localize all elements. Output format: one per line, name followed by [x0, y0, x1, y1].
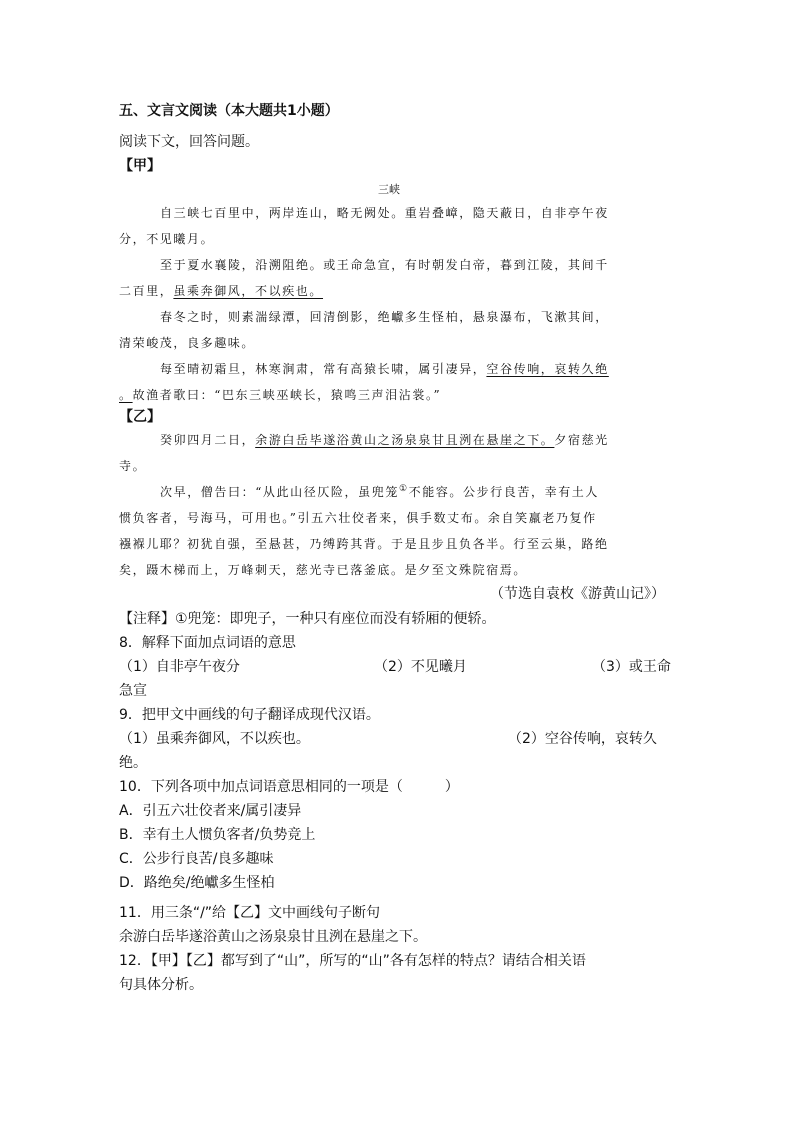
passage-text: 二百里，: [119, 284, 174, 298]
passage-text: 每至晴初霜旦，林寒涧肃，常有高猿长啸，属引凄异，: [160, 362, 487, 376]
passage-line: 自三峡七百里中，两岸连山，略无阙处。重岩叠嶂，隐天蔽日，自非亭午夜: [160, 206, 609, 220]
annotation-note: 【注释】①兜笼：即兜子，一种只有座位而没有轿厢的便轿。: [119, 611, 496, 627]
passage-jia-title: 三峡: [378, 183, 400, 196]
underlined-sentence-end: 。: [119, 388, 133, 402]
passage-line: 矣，蹑木梯而上，万峰刺天，慈光寺已落釜底。是夕至文殊院宿焉。: [119, 563, 528, 577]
footnote-mark: ①: [398, 484, 409, 494]
question-9-stem: 9．把甲文中画线的句子翻译成现代汉语。: [119, 707, 380, 723]
question-9-item-1: （1）虽乘奔御风，不以疾也。: [119, 731, 310, 747]
underlined-sentence: 空谷传响，哀转久绝: [486, 362, 609, 376]
passage-text: 夕宿慈光: [554, 433, 609, 447]
passage-line: [119, 386, 441, 403]
passage-line: [160, 431, 609, 448]
passage-text: 次早，僧告曰：“从此山径仄险，虽兜笼: [160, 485, 399, 499]
question-11-stem: 11．用三条“/”给【乙】文中画线句子断句: [119, 905, 381, 921]
passage-line: 襁褓儿耶？初犹自强，至悬甚，乃缚跨其背。于是且步且负各半。行至云巢，路绝: [119, 537, 609, 551]
question-8-item-3: （3）或王命: [592, 659, 671, 675]
question-12-stem: 12．【甲】【乙】都写到了“山”，所写的“山”各有怎样的特点？请结合相关语: [119, 953, 586, 969]
option-d: D．路绝矣/绝巘多生怪柏: [119, 875, 275, 891]
question-9-item-2-cont: 绝。: [119, 755, 147, 771]
passage-line: 寺。: [119, 459, 147, 473]
option-c: C．公步行良苦/良多趣味: [119, 851, 274, 867]
passage-line: 春冬之时，则素湍绿潭，回清倒影，绝巘多生怪柏，悬泉瀑布，飞漱其间，: [160, 310, 609, 324]
passage-line: 惯负客者，号海马，可用也。”引五六壮佼者来，俱手数丈布。余自笑羸老乃复作: [119, 511, 597, 525]
question-9-item-2: （2）空谷传响，哀转久: [508, 731, 657, 747]
passage-text: 不能容。公步行良苦，幸有土人: [408, 485, 600, 499]
passage-line: 清荣峻茂，良多趣味。: [119, 336, 256, 350]
passage-line: 至于夏水襄陵，沿溯阻绝。或王命急宣，有时朝发白帝，暮到江陵，其间千: [160, 258, 609, 272]
question-8-stem: 8．解释下面加点词语的意思: [119, 635, 296, 651]
passage-line: [160, 483, 599, 500]
question-8-item-2: （2）不见曦月: [374, 659, 467, 675]
passage-line: [119, 282, 323, 299]
option-a: A．引五六壮佼者来/属引凄异: [119, 803, 302, 819]
passage-source: （节选自袁枚《游黄山记》）: [490, 586, 665, 602]
passage-line: 分，不见曦月。: [119, 232, 215, 246]
question-12-cont: 句具体分析。: [119, 977, 203, 993]
question-8-item-3-cont: 急宣: [119, 683, 147, 699]
passage-line: [160, 360, 609, 377]
section-title: 五、文言文阅读（本大题共1小题）: [119, 103, 339, 119]
question-8-item-1: （1）自非亭午夜分: [119, 659, 240, 675]
underlined-sentence: 虽乘奔御风，不以疾也。: [173, 284, 324, 298]
passage-text: 癸卯四月二日，: [160, 433, 256, 447]
question-10-stem: 10．下列各项中加点词语意思相同的一项是（ ）: [119, 779, 459, 795]
reading-instruction: 阅读下文，回答问题。: [119, 134, 259, 150]
option-b: B．幸有土人惯负客者/负势竞上: [119, 827, 316, 843]
underlined-sentence: 余游白岳毕遂浴黄山之汤泉泉甘且洌在悬崖之下。: [255, 433, 555, 447]
passage-jia-tag: 【甲】: [119, 158, 161, 174]
passage-text: 故渔者歌曰：“巴东三峡巫峡长，猿鸣三声泪沾裳。”: [132, 388, 442, 402]
question-11-sentence: 余游白岳毕遂浴黄山之汤泉泉甘且洌在悬崖之下。: [119, 929, 427, 945]
passage-yi-tag: 【乙】: [119, 409, 161, 425]
